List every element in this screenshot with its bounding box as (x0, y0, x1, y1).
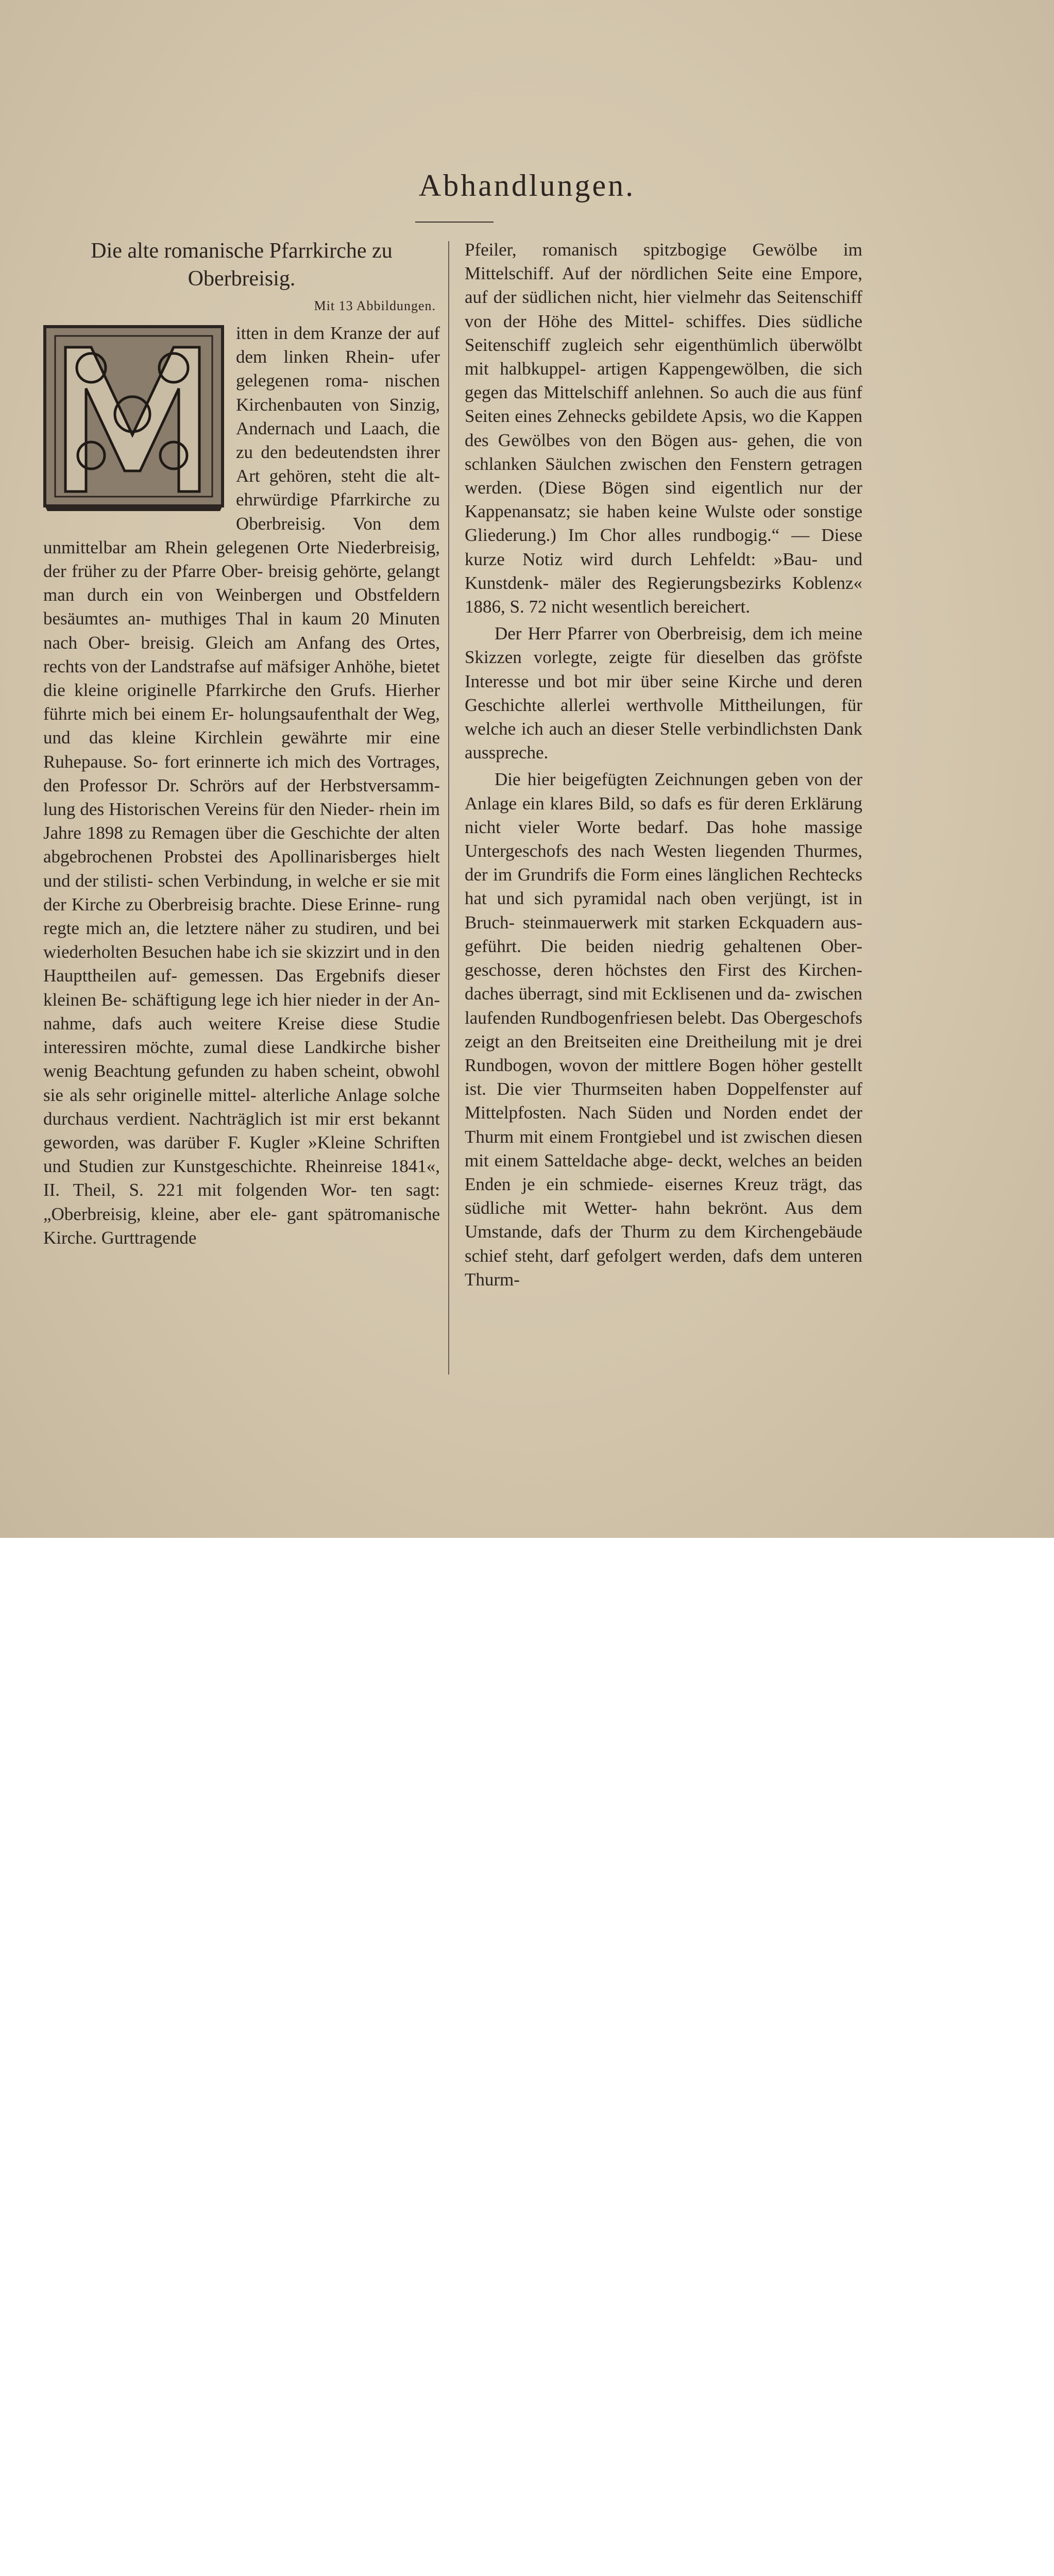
paragraph: Die hier beigefügten Zeichnungen geben von der Anlage ein klares Bild, so dafs es für deren Erklärung nicht vieler Worte bedarf. Das hohe massige Untergeschofs des nach Westen liegenden Thurmes, der im Grundrifs die Form eines länglichen Rechtecks hat und sich pyramidal nach oben verjüngt, ist in Bruch- steinmauerwerk mit starken Eckquadern aus- geführt. Die beiden niedrig gehaltenen Ober- geschosse, deren höchstes den First des Kirchen- daches überragt, sind mit Ecklisenen und da- zwischen laufenden Rundbogenfriesen belebt. Das Obergeschofs zeigt an den Breitseiten eine Dreitheilung mit je drei Rundbogen, wovon der mittlere Bogen höher gestellt ist. Die vier Thurmseiten haben Doppelfenster auf Mittelpfosten. Nach Süden und Norden endet der Thurm mit einem Frontgiebel und ist zwischen diesen mit einem Satteldache abge- deckt, welches an beiden Enden je ein schmiede- eisernes Kreuz trägt, das südliche mit Wetter- hahn bekrönt. Aus dem Umstande, dafs der Thurm zu dem Kirchengebäude schief steht, darf gefolgert werden, dafs dem unteren Thurm- (465, 769, 862, 1290)
viewer-footer (0, 1538, 1054, 1621)
column-divider (448, 241, 449, 1375)
paragraph: Pfeiler, romanisch spitzbogige Gewölbe im Mittelschiff. Auf der nördlichen Seite eine Empore, auf der südlichen nicht, hier vielmehr das Seitenschiff von der Höhe des Mittel- schiffes. Dies südliche Seitenschiff zugleich sehr eigenthümlich überwölbt mit halbkuppel- artigen Kappengewölben, die sich gegen das Mittelschiff anlehnen. So auch die aus fünf Seiten eines Zehnecks gebildete Apsis, wo die Kappen des Gewölbes von den Bögen aus- gehen, die von schlanken Säulchen zwischen den Fenstern getragen werden. (Diese Bögen sind eigentlich nur der Kappenansatz; sie haben keine Wulste oder sonstige Gliederung.) Im Chor alles rundbogig.“ — Diese kurze Notiz wird durch Lehfeldt: »Bau- und Kunstdenk- mäler des Regierungsbezirks Koblenz« 1886, S. 72 nicht wesentlich bereichert. (465, 240, 862, 617)
title-rule (415, 222, 494, 223)
paragraph: Der Herr Pfarrer von Oberbreisig, dem ich meine Skizzen vorlegte, zeigte für dieselben das gröfste Interesse und bot mir über seine Kirche und deren Geschichte allerlei werthvolle Mittheilungen, für welche ich auch an dieser Stelle verbindlichsten Dank ausspreche. (465, 623, 862, 763)
right-column (465, 238, 862, 1292)
paragraph: itten in dem Kranze der auf dem linken Rhein- ufer gelegenen roma- nischen Kirchenbauten von Sinzig, Andernach und Laach, die zu den bedeutendsten ihrer Art gehören, steht die alt- ehrwürdige Pfarrkirche zu Oberbreisig. Von dem unmittelbar am Rhein gelegenen Orte Niederbreisig, der früher zu der Pfarre Ober- breisig gehörte, gelangt man durch ein von Weinbergen und Obstfeldern besäumtes an- muthiges Thal in kaum 20 Minuten nach Ober- breisig. Gleich am Anfang des Ortes, rechts von der Landstrafse auf mäfsiger Anhöhe, bietet die kleine originelle Pfarrkirche den Grufs. Hierher führte mich bei einem Er- holungsaufenthalt der Weg, und das kleine Kirchlein gewährte mir eine Ruhepause. So- fort erinnerte ich mich des Vortrages, den Professor Dr. Schrörs auf der Herbstversamm- lung des Historischen Vereins für den Nieder- rhein im Jahre 1898 zu Remagen über die Geschichte der alten abgebrochenen Probstei des Apollinarisberges hielt und der stilisti- schen Verbindung, in welche er sie mit der Kirche zu Oberbreisig brachte. Diese Erinne- rung regte mich an, die letztere näher zu studiren, und bei wiederholten Besuchen habe ich sie skizzirt und in den Haupttheilen auf- gemessen. Das Ergebnifs dieser kleinen Be- schäftigung lege ich hier nieder in der An- nahme, dafs auch weitere Kreise diese Studie interessiren möchte, zumal diese Landkirche bisher wenig Beachtung gefunden zu haben scheint, obwohl sie als sehr originelle mittel- alterliche Anlage solche durchaus verdient. Nachträglich ist mir erst bekannt geworden, was darüber F. Kugler »Kleine Schriften und Studien zur Kunstgeschichte. Rheinreise 1841«, II. Theil, S. 221 mit folgenden Wor- ten sagt: „Oberbreisig, kleine, aber ele- gant spätromanische Kirche. Gurttragende (43, 323, 440, 1248)
left-column (43, 237, 440, 1250)
article-title: Die alte romanische Pfarrkirche zu Oberbreisig. (91, 239, 393, 291)
page-title: Abhandlungen. (418, 168, 636, 202)
illustrations-note: Mit 13 Abbildungen. (314, 298, 436, 313)
ornamental-initial-icon (34, 321, 231, 512)
